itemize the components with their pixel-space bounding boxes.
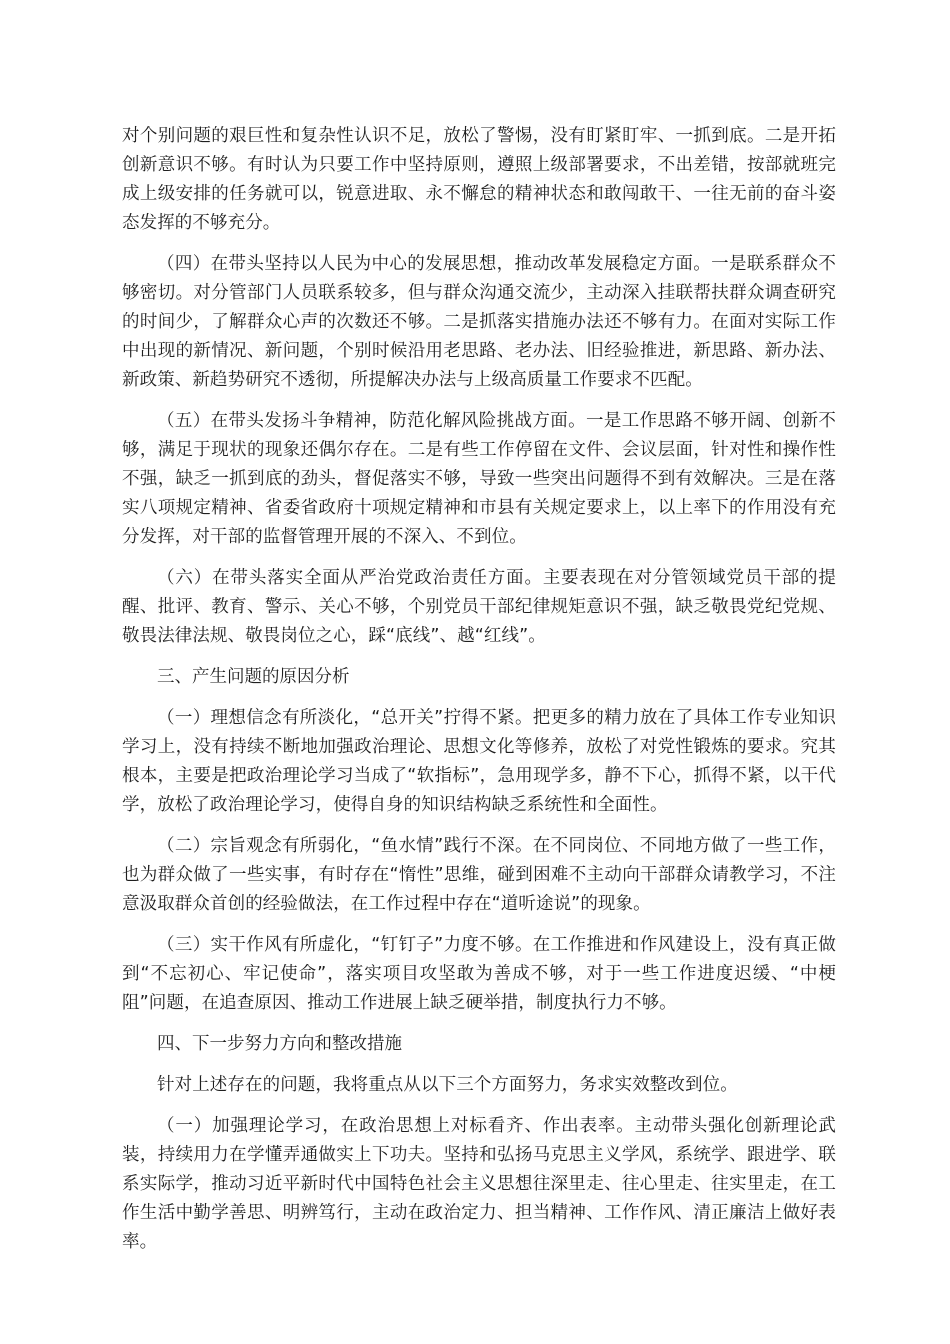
paragraph-cause-1: （一）理想信念有所淡化，“总开关”拧得不紧。把更多的精力放在了具体工作专业知识学习上，没有持续不断地加强政治理论、思想文化等修养，放松了对党性锻炼的要求。究其根本，主要是把政治理论学习当成了“软指标”，急用现学多，静不下心，抓得不紧，以干代学，放松了政治理论学习，使得自身的知识结构缺乏系统性和全面性。 — [122, 708, 836, 815]
paragraph-measure-1: （一）加强理论学习，在政治思想上对标看齐、作出表率。主动带头强化创新理论武装，持续用力在学懂弄通做实上下功夫。坚持和弘扬马克思主义学风，系统学、跟进学、联系实际学，推动习近平新时代中国特色社会主义思想往深里走、往心里走、往实里走，在工作生活中勤学善思、明辨笃行，主动在政治定力、担当精神、工作作风、清正廉洁上做好表率。 — [122, 1116, 836, 1252]
paragraph-section-6: （六）在带头落实全面从严治党政治责任方面。主要表现在对分管领域党员干部的提醒、批评、教育、警示、关心不够，个别党员干部纪律规矩意识不强，缺乏敬畏党纪党规、敬畏法律法规、敬畏岗位之心，踩“底线”、越“红线”。 — [122, 568, 836, 646]
paragraph-continuation: 对个别问题的艰巨性和复杂性认识不足，放松了警惕，没有盯紧盯牢、一抓到底。二是开拓创新意识不够。有时认为只要工作中坚持原则，遵照上级部署要求，不出差错，按部就班完成上级安排的任务就可以，锐意进取、永不懈怠的精神状态和敢闯敢干、一往无前的奋斗姿态发挥的不够充分。 — [122, 126, 836, 233]
paragraph-cause-2: （二）宗旨观念有所弱化，“鱼水情”践行不深。在不同岗位、不同地方做了一些工作，也为群众做了一些实事，有时存在“惰性”思维，碰到困难不主动向干部群众请教学习，不注意汲取群众首创的经验做法，在工作过程中存在“道听途说”的现象。 — [122, 836, 836, 914]
paragraph-next-steps-intro: 针对上述存在的问题，我将重点从以下三个方面努力，务求实效整改到位。 — [157, 1075, 738, 1095]
document-page — [122, 122, 836, 1269]
paragraph-section-4: （四）在带头坚持以人民为中心的发展思想，推动改革发展稳定方面。一是联系群众不够密切。对分管部门人员联系较多，但与群众沟通交流少，主动深入挂联帮扶群众调查研究的时间少，了解群众心声的次数还不够。二是抓落实措施办法还不够有力。在面对实际工作中出现的新情况、新问题，个别时候沿用老思路、老办法、旧经验推进，新思路、新办法、新政策、新趋势研究不透彻，所提解决办法与上级高质量工作要求不匹配。 — [122, 254, 836, 390]
heading-cause-analysis: 三、产生问题的原因分析 — [157, 667, 350, 687]
paragraph-cause-3: （三）实干作风有所虚化，“钉钉子”力度不够。在工作推进和作风建设上，没有真正做到“不忘初心、牢记使命”，落实项目攻坚敢为善成不够，对于一些工作进度迟缓、“中梗阻”问题，在追查原因、推动工作进展上缺乏硬举措，制度执行力不够。 — [122, 935, 836, 1013]
paragraph-section-5: （五）在带头发扬斗争精神，防范化解风险挑战方面。一是工作思路不够开阔、创新不够，满足于现状的现象还偶尔存在。二是有些工作停留在文件、会议层面，针对性和操作性不强，缺乏一抓到底的劲头，督促落实不够，导致一些突出问题得不到有效解决。三是在落实八项规定精神、省委省政府十项规定精神和市县有关规定要求上，以上率下的作用没有充分发挥，对干部的监督管理开展的不深入、不到位。 — [122, 411, 836, 547]
heading-next-steps: 四、下一步努力方向和整改措施 — [157, 1034, 402, 1054]
